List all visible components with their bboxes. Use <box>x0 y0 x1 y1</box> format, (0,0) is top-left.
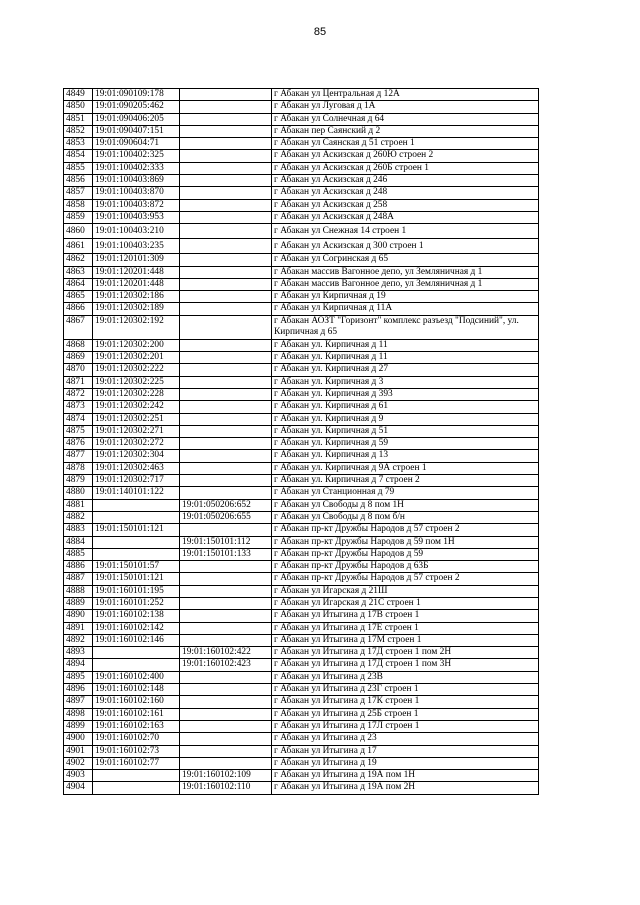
premises-cadastral-number-cell <box>180 610 272 622</box>
table-row <box>64 585 539 597</box>
premises-cadastral-number-cell <box>180 266 272 278</box>
premises-cadastral-number-cell <box>180 438 272 450</box>
premises-cadastral-number-cell <box>180 597 272 609</box>
table-row <box>64 720 539 732</box>
address-cell: г Абакан ул Аскизская д 246 <box>272 175 539 187</box>
cadastral-number-cell: 19:01:120302:228 <box>93 388 180 400</box>
row-number-cell: 4888 <box>64 585 93 597</box>
row-number-cell: 4867 <box>64 315 93 339</box>
row-number-cell: 4903 <box>64 770 93 782</box>
premises-cadastral-number-cell <box>180 573 272 585</box>
premises-cadastral-number-cell: 19:01:160102:109 <box>180 770 272 782</box>
premises-cadastral-number-cell: 19:01:150101:112 <box>180 536 272 548</box>
premises-cadastral-number-cell <box>180 211 272 223</box>
cadastral-number-cell: 19:01:150101:57 <box>93 561 180 573</box>
premises-cadastral-number-cell <box>180 671 272 683</box>
address-cell: г Абакан ул. Кирпичная д 3 <box>272 376 539 388</box>
address-cell: г Абакан ул Кирпичная д 19 <box>272 291 539 303</box>
cadastral-number-cell: 19:01:120302:186 <box>93 291 180 303</box>
table-row <box>64 266 539 278</box>
table-row <box>64 376 539 388</box>
premises-cadastral-number-cell <box>180 561 272 573</box>
premises-cadastral-number-cell <box>180 733 272 745</box>
property-table <box>63 88 539 795</box>
table-row <box>64 162 539 174</box>
table-row <box>64 524 539 536</box>
address-cell: г Абакан ул Итыгина д 17Д строен 1 пом 2Н <box>272 647 539 659</box>
address-cell: г Абакан ул Аскизская д 248А <box>272 211 539 223</box>
table-row <box>64 388 539 400</box>
premises-cadastral-number-cell <box>180 401 272 413</box>
table-row <box>64 548 539 560</box>
row-number-cell: 4895 <box>64 671 93 683</box>
cadastral-number-cell <box>93 659 180 671</box>
table-row <box>64 413 539 425</box>
row-number-cell: 4862 <box>64 254 93 266</box>
address-cell: г Абакан ул. Кирпичная д 9А строен 1 <box>272 462 539 474</box>
premises-cadastral-number-cell <box>180 622 272 634</box>
table-row <box>64 597 539 609</box>
row-number-cell: 4873 <box>64 401 93 413</box>
row-number-cell: 4879 <box>64 475 93 487</box>
cadastral-number-cell: 19:01:160102:148 <box>93 684 180 696</box>
address-cell: г Абакан пр-кт Дружбы Народов д 57 строен 2 <box>272 524 539 536</box>
cadastral-number-cell: 19:01:160102:138 <box>93 610 180 622</box>
row-number-cell: 4887 <box>64 573 93 585</box>
address-cell: г Абакан ул Луговая д 1А <box>272 101 539 113</box>
row-number-cell: 4856 <box>64 175 93 187</box>
address-cell: г Абакан ул. Кирпичная д 13 <box>272 450 539 462</box>
row-number-cell: 4897 <box>64 696 93 708</box>
cadastral-number-cell: 19:01:160102:160 <box>93 696 180 708</box>
row-number-cell: 4854 <box>64 150 93 162</box>
table-row <box>64 499 539 511</box>
cadastral-number-cell: 19:01:160102:70 <box>93 733 180 745</box>
address-cell: г Абакан ул Итыгина д 25Б строен 1 <box>272 708 539 720</box>
table-row <box>64 573 539 585</box>
row-number-cell: 4883 <box>64 524 93 536</box>
premises-cadastral-number-cell <box>180 524 272 536</box>
table-row <box>64 745 539 757</box>
address-cell: г Абакан ул Солнечная д 64 <box>272 113 539 125</box>
row-number-cell: 4902 <box>64 757 93 769</box>
premises-cadastral-number-cell: 19:01:160102:110 <box>180 782 272 794</box>
cadastral-number-cell: 19:01:120302:717 <box>93 475 180 487</box>
cadastral-number-cell: 19:01:100403:870 <box>93 187 180 199</box>
premises-cadastral-number-cell <box>180 113 272 125</box>
address-cell: г Абакан ул Итыгина д 23Г строен 1 <box>272 684 539 696</box>
row-number-cell: 4865 <box>64 291 93 303</box>
premises-cadastral-number-cell <box>180 315 272 339</box>
cadastral-number-cell <box>93 536 180 548</box>
row-number-cell: 4869 <box>64 352 93 364</box>
cadastral-number-cell: 19:01:120302:304 <box>93 450 180 462</box>
table-row <box>64 696 539 708</box>
cadastral-number-cell: 19:01:090205:462 <box>93 101 180 113</box>
cadastral-number-cell: 19:01:120302:251 <box>93 413 180 425</box>
table-row <box>64 291 539 303</box>
row-number-cell: 4871 <box>64 376 93 388</box>
premises-cadastral-number-cell <box>180 224 272 239</box>
table-row <box>64 462 539 474</box>
row-number-cell: 4904 <box>64 782 93 794</box>
table-row <box>64 401 539 413</box>
address-cell: г Абакан ул Игарская д 21С строен 1 <box>272 597 539 609</box>
address-cell: г Абакан ул Итыгина д 17Д строен 1 пом 3Н <box>272 659 539 671</box>
premises-cadastral-number-cell <box>180 278 272 290</box>
address-cell: г Абакан ул. Кирпичная д 9 <box>272 413 539 425</box>
row-number-cell: 4861 <box>64 239 93 254</box>
premises-cadastral-number-cell <box>180 339 272 351</box>
address-cell: г Абакан пер Саянский д 2 <box>272 125 539 137</box>
table-row <box>64 647 539 659</box>
row-number-cell: 4859 <box>64 211 93 223</box>
table-row <box>64 684 539 696</box>
premises-cadastral-number-cell <box>180 187 272 199</box>
cadastral-number-cell: 19:01:160102:146 <box>93 634 180 646</box>
row-number-cell: 4881 <box>64 499 93 511</box>
premises-cadastral-number-cell <box>180 462 272 474</box>
table-row <box>64 254 539 266</box>
table-row <box>64 561 539 573</box>
cadastral-number-cell: 19:01:120302:225 <box>93 376 180 388</box>
address-cell: г Абакан ул. Кирпичная д 11 <box>272 352 539 364</box>
cadastral-number-cell: 19:01:150101:121 <box>93 573 180 585</box>
premises-cadastral-number-cell <box>180 303 272 315</box>
table-row <box>64 138 539 150</box>
address-cell: г Абакан ул Итыгина д 17К строен 1 <box>272 696 539 708</box>
table-row <box>64 782 539 794</box>
cadastral-number-cell: 19:01:160101:195 <box>93 585 180 597</box>
premises-cadastral-number-cell <box>180 239 272 254</box>
row-number-cell: 4877 <box>64 450 93 462</box>
premises-cadastral-number-cell <box>180 125 272 137</box>
address-cell: г Абакан ул. Кирпичная д 7 строен 2 <box>272 475 539 487</box>
table-row <box>64 303 539 315</box>
premises-cadastral-number-cell <box>180 425 272 437</box>
table-row <box>64 511 539 523</box>
cadastral-number-cell: 19:01:160102:161 <box>93 708 180 720</box>
table-row <box>64 450 539 462</box>
cadastral-number-cell: 19:01:100403:869 <box>93 175 180 187</box>
premises-cadastral-number-cell <box>180 138 272 150</box>
premises-cadastral-number-cell <box>180 745 272 757</box>
address-cell: г Абакан ул Итыгина д 19А пом 1Н <box>272 770 539 782</box>
premises-cadastral-number-cell: 19:01:150101:133 <box>180 548 272 560</box>
address-cell: г Абакан ул Итыгина д 19А пом 2Н <box>272 782 539 794</box>
row-number-cell: 4889 <box>64 597 93 609</box>
row-number-cell: 4896 <box>64 684 93 696</box>
premises-cadastral-number-cell <box>180 634 272 646</box>
cadastral-number-cell: 19:01:120302:271 <box>93 425 180 437</box>
table-row <box>64 175 539 187</box>
row-number-cell: 4878 <box>64 462 93 474</box>
address-cell: г Абакан ул Итыгина д 23В <box>272 671 539 683</box>
premises-cadastral-number-cell: 19:01:050206:652 <box>180 499 272 511</box>
row-number-cell: 4850 <box>64 101 93 113</box>
table-row <box>64 438 539 450</box>
address-cell: г Абакан ул Итыгина д 17В строен 1 <box>272 610 539 622</box>
address-cell: г Абакан ул Итыгина д 17 <box>272 745 539 757</box>
premises-cadastral-number-cell: 19:01:050206:655 <box>180 511 272 523</box>
address-cell: г Абакан пр-кт Дружбы Народов д 59 пом 1Н <box>272 536 539 548</box>
address-cell: г Абакан ул. Кирпичная д 27 <box>272 364 539 376</box>
address-cell: г Абакан ул Аскизская д 300 строен 1 <box>272 239 539 254</box>
row-number-cell: 4855 <box>64 162 93 174</box>
table-row <box>64 364 539 376</box>
cadastral-number-cell: 19:01:160101:252 <box>93 597 180 609</box>
table-row <box>64 475 539 487</box>
row-number-cell: 4884 <box>64 536 93 548</box>
cadastral-number-cell: 19:01:090407:151 <box>93 125 180 137</box>
premises-cadastral-number-cell <box>180 413 272 425</box>
premises-cadastral-number-cell <box>180 376 272 388</box>
address-cell: г Абакан ул Аскизская д 260Ю строен 2 <box>272 150 539 162</box>
address-cell: г Абакан ул Аскизская д 258 <box>272 199 539 211</box>
table-row <box>64 708 539 720</box>
row-number-cell: 4872 <box>64 388 93 400</box>
cadastral-number-cell: 19:01:090406:205 <box>93 113 180 125</box>
cadastral-number-cell: 19:01:100403:953 <box>93 211 180 223</box>
row-number-cell: 4851 <box>64 113 93 125</box>
table-row <box>64 113 539 125</box>
table-row <box>64 536 539 548</box>
premises-cadastral-number-cell <box>180 696 272 708</box>
table-row <box>64 622 539 634</box>
cadastral-number-cell <box>93 511 180 523</box>
address-cell: г Абакан массив Вагонное депо, ул Земляничная д 1 <box>272 266 539 278</box>
row-number-cell: 4886 <box>64 561 93 573</box>
table-row <box>64 487 539 499</box>
table-row <box>64 425 539 437</box>
cadastral-number-cell: 19:01:160102:77 <box>93 757 180 769</box>
cadastral-number-cell: 19:01:160102:400 <box>93 671 180 683</box>
cadastral-number-cell: 19:01:100402:325 <box>93 150 180 162</box>
cadastral-number-cell: 19:01:120201:448 <box>93 278 180 290</box>
row-number-cell: 4860 <box>64 224 93 239</box>
table-row <box>64 211 539 223</box>
cadastral-number-cell <box>93 782 180 794</box>
cadastral-number-cell: 19:01:160102:142 <box>93 622 180 634</box>
premises-cadastral-number-cell <box>180 487 272 499</box>
row-number-cell: 4875 <box>64 425 93 437</box>
cadastral-number-cell: 19:01:100403:872 <box>93 199 180 211</box>
premises-cadastral-number-cell <box>180 475 272 487</box>
row-number-cell: 4876 <box>64 438 93 450</box>
cadastral-number-cell: 19:01:160102:163 <box>93 720 180 732</box>
address-cell: г Абакан ул Свободы д 8 пом б/н <box>272 511 539 523</box>
cadastral-number-cell: 19:01:100403:210 <box>93 224 180 239</box>
premises-cadastral-number-cell <box>180 757 272 769</box>
row-number-cell: 4863 <box>64 266 93 278</box>
row-number-cell: 4894 <box>64 659 93 671</box>
table-row <box>64 671 539 683</box>
cadastral-number-cell: 19:01:160102:73 <box>93 745 180 757</box>
cadastral-number-cell: 19:01:100402:333 <box>93 162 180 174</box>
address-cell: г Абакан ул Аскизская д 248 <box>272 187 539 199</box>
address-cell: г Абакан ул Центральная д 12А <box>272 89 539 101</box>
premises-cadastral-number-cell <box>180 720 272 732</box>
premises-cadastral-number-cell <box>180 162 272 174</box>
address-cell: г Абакан ул Аскизская д 260Б строен 1 <box>272 162 539 174</box>
address-cell: г Абакан ул Кирпичная д 11А <box>272 303 539 315</box>
table-row <box>64 315 539 339</box>
cadastral-number-cell: 19:01:120302:192 <box>93 315 180 339</box>
table-row <box>64 224 539 239</box>
table-row <box>64 125 539 137</box>
address-cell: г Абакан ул Саянская д 51 строен 1 <box>272 138 539 150</box>
row-number-cell: 4864 <box>64 278 93 290</box>
row-number-cell: 4890 <box>64 610 93 622</box>
row-number-cell: 4849 <box>64 89 93 101</box>
address-cell: г Абакан ул Игарская д 21Ш <box>272 585 539 597</box>
address-cell: г Абакан ул Итыгина д 17М строен 1 <box>272 634 539 646</box>
table-row <box>64 634 539 646</box>
table-row <box>64 239 539 254</box>
row-number-cell: 4857 <box>64 187 93 199</box>
premises-cadastral-number-cell <box>180 291 272 303</box>
address-cell: г Абакан пр-кт Дружбы Народов д 63Б <box>272 561 539 573</box>
premises-cadastral-number-cell <box>180 150 272 162</box>
address-cell: г Абакан ул. Кирпичная д 61 <box>272 401 539 413</box>
address-cell: г Абакан ул Итыгина д 17Л строен 1 <box>272 720 539 732</box>
address-cell: г Абакан ул Итыгина д 23 <box>272 733 539 745</box>
table-row <box>64 757 539 769</box>
row-number-cell: 4866 <box>64 303 93 315</box>
row-number-cell: 4900 <box>64 733 93 745</box>
cadastral-number-cell: 19:01:120302:200 <box>93 339 180 351</box>
premises-cadastral-number-cell <box>180 101 272 113</box>
table-row <box>64 187 539 199</box>
address-cell: г Абакан пр-кт Дружбы Народов д 59 <box>272 548 539 560</box>
cadastral-number-cell: 19:01:090109:178 <box>93 89 180 101</box>
row-number-cell: 4885 <box>64 548 93 560</box>
cadastral-number-cell: 19:01:120302:242 <box>93 401 180 413</box>
cadastral-number-cell <box>93 499 180 511</box>
cadastral-number-cell: 19:01:090604:71 <box>93 138 180 150</box>
row-number-cell: 4898 <box>64 708 93 720</box>
row-number-cell: 4880 <box>64 487 93 499</box>
premises-cadastral-number-cell <box>180 254 272 266</box>
cadastral-number-cell: 19:01:120302:272 <box>93 438 180 450</box>
address-cell: г Абакан ул. Кирпичная д 393 <box>272 388 539 400</box>
premises-cadastral-number-cell <box>180 364 272 376</box>
table-row <box>64 610 539 622</box>
table-row <box>64 89 539 101</box>
address-cell: г Абакан ул Свободы д 8 пом 1Н <box>272 499 539 511</box>
premises-cadastral-number-cell <box>180 708 272 720</box>
premises-cadastral-number-cell <box>180 388 272 400</box>
cadastral-number-cell: 19:01:140101:122 <box>93 487 180 499</box>
premises-cadastral-number-cell <box>180 352 272 364</box>
address-cell: г Абакан ул Итыгина д 17Е строен 1 <box>272 622 539 634</box>
row-number-cell: 4892 <box>64 634 93 646</box>
premises-cadastral-number-cell <box>180 199 272 211</box>
premises-cadastral-number-cell: 19:01:160102:423 <box>180 659 272 671</box>
cadastral-number-cell: 19:01:120302:201 <box>93 352 180 364</box>
address-cell: г Абакан ул Станционная д 79 <box>272 487 539 499</box>
cadastral-number-cell: 19:01:120302:463 <box>93 462 180 474</box>
table-row <box>64 150 539 162</box>
table-body <box>64 89 539 795</box>
row-number-cell: 4853 <box>64 138 93 150</box>
premises-cadastral-number-cell <box>180 175 272 187</box>
row-number-cell: 4891 <box>64 622 93 634</box>
address-cell: г Абакан массив Вагонное депо, ул Земляничная д 1 <box>272 278 539 290</box>
row-number-cell: 4868 <box>64 339 93 351</box>
page-number: 85 <box>313 26 327 38</box>
table-row <box>64 659 539 671</box>
cadastral-number-cell: 19:01:120201:448 <box>93 266 180 278</box>
premises-cadastral-number-cell <box>180 585 272 597</box>
cadastral-number-cell <box>93 647 180 659</box>
table-row <box>64 101 539 113</box>
address-cell: г Абакан ул. Кирпичная д 51 <box>272 425 539 437</box>
row-number-cell: 4899 <box>64 720 93 732</box>
address-cell: г Абакан АОЗТ "Горизонт" комплекс разъезд "Подсиний", ул. Кирпичная д 65 <box>272 315 539 339</box>
cadastral-number-cell <box>93 770 180 782</box>
address-cell: г Абакан ул Итыгина д 19 <box>272 757 539 769</box>
table-row <box>64 352 539 364</box>
address-cell: г Абакан пр-кт Дружбы Народов д 57 строен 2 <box>272 573 539 585</box>
row-number-cell: 4870 <box>64 364 93 376</box>
table-row <box>64 770 539 782</box>
premises-cadastral-number-cell <box>180 89 272 101</box>
cadastral-number-cell: 19:01:120101:309 <box>93 254 180 266</box>
table-row <box>64 339 539 351</box>
premises-cadastral-number-cell <box>180 450 272 462</box>
row-number-cell: 4901 <box>64 745 93 757</box>
address-cell: г Абакан ул Снежная 14 строен 1 <box>272 224 539 239</box>
table-row <box>64 199 539 211</box>
cadastral-number-cell <box>93 548 180 560</box>
cadastral-number-cell: 19:01:150101:121 <box>93 524 180 536</box>
address-cell: г Абакан ул Согринская д 65 <box>272 254 539 266</box>
address-cell: г Абакан ул. Кирпичная д 59 <box>272 438 539 450</box>
table-row <box>64 733 539 745</box>
cadastral-number-cell: 19:01:120302:189 <box>93 303 180 315</box>
row-number-cell: 4852 <box>64 125 93 137</box>
row-number-cell: 4874 <box>64 413 93 425</box>
premises-cadastral-number-cell: 19:01:160102:422 <box>180 647 272 659</box>
premises-cadastral-number-cell <box>180 684 272 696</box>
row-number-cell: 4893 <box>64 647 93 659</box>
address-cell: г Абакан ул. Кирпичная д 11 <box>272 339 539 351</box>
row-number-cell: 4882 <box>64 511 93 523</box>
cadastral-number-cell: 19:01:100403:235 <box>93 239 180 254</box>
cadastral-number-cell: 19:01:120302:222 <box>93 364 180 376</box>
table-row <box>64 278 539 290</box>
row-number-cell: 4858 <box>64 199 93 211</box>
